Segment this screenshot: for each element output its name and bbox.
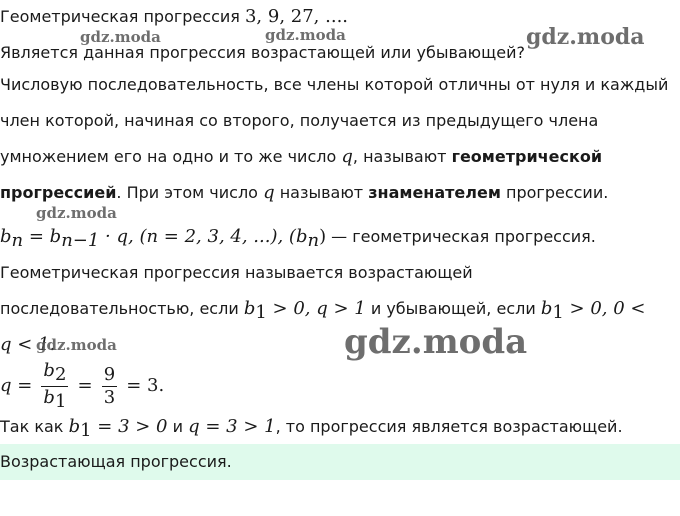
- calc-sub: 1: [54, 391, 67, 412]
- increasing-text: последовательностью, если: [0, 299, 239, 318]
- fraction-9-3: [102, 364, 117, 409]
- answer-box: [0, 444, 680, 480]
- definition-line-4: [0, 182, 608, 204]
- fraction-b2-b1: [41, 360, 68, 413]
- math-b: b: [540, 298, 553, 319]
- conclusion-text: и: [172, 417, 184, 436]
- math-condition: > 0, 0 <: [563, 298, 646, 319]
- calc-b: b: [43, 387, 55, 408]
- calc-q: q =: [0, 375, 33, 396]
- term-progression: прогрессией: [0, 183, 117, 202]
- answer-text: Возрастающая прогрессия.: [0, 452, 232, 471]
- calc-result: = 3.: [126, 375, 165, 396]
- formula-sub: n−1: [61, 230, 100, 251]
- calc-b: b: [43, 360, 55, 381]
- fraction-numerator: [41, 360, 68, 387]
- formula-sub: n: [11, 230, 24, 251]
- watermark: gdz.moda: [344, 322, 528, 362]
- definition-line-1: Числовую последовательность, все члены которой отличны от нуля и каждый: [0, 75, 669, 94]
- title-sequence: 3, 9, 27, ....: [244, 6, 349, 27]
- increasing-line-2: [0, 298, 646, 324]
- formula-eq: =: [23, 226, 50, 247]
- problem-question: Является данная прогрессия возрастающей или убывающей?: [0, 43, 525, 62]
- increasing-text: и убывающей, если: [370, 299, 536, 318]
- fraction-denominator: [41, 387, 68, 413]
- calc-eq: =: [77, 375, 93, 396]
- title-text: Геометрическая прогрессия: [0, 7, 240, 26]
- definition-line-3: [0, 146, 602, 168]
- conclusion-text: , то прогрессия является возрастающей.: [275, 417, 623, 436]
- formula-b: b: [49, 226, 62, 247]
- fraction-denominator: 3: [103, 387, 116, 408]
- formula-sub: n: [307, 230, 320, 251]
- watermark: gdz.moda: [80, 28, 161, 46]
- term-geometric: геометрической: [451, 147, 603, 166]
- math-b: b: [243, 298, 256, 319]
- formula-b: b: [0, 226, 12, 247]
- math-b: b: [68, 416, 81, 437]
- math-q: q: [341, 146, 353, 167]
- math-sub: 1: [552, 302, 564, 323]
- watermark: gdz.moda: [36, 204, 117, 222]
- watermark: gdz.moda: [265, 26, 346, 44]
- definition-text: умножением его на одно и то же число: [0, 147, 337, 166]
- math-sub: 1: [80, 420, 92, 441]
- calc-sub: 2: [54, 364, 67, 385]
- formula-line: [0, 226, 596, 252]
- math-condition: q < 1.: [0, 334, 56, 355]
- watermark: gdz.moda: [526, 24, 645, 50]
- formula-close: ): [319, 226, 327, 247]
- math-condition: q = 3 > 1: [188, 416, 276, 437]
- watermark: gdz.moda: [36, 336, 117, 354]
- definition-text: называют: [279, 183, 364, 202]
- increasing-line-1: Геометрическая прогрессия называется возрастающей: [0, 263, 473, 282]
- term-denominator: знаменателем: [368, 183, 501, 202]
- math-condition: = 3 > 0: [91, 416, 168, 437]
- calculation: [0, 360, 164, 413]
- formula-text: — геометрическая прогрессия.: [326, 227, 596, 246]
- math-sub: 1: [255, 302, 267, 323]
- math-q: q: [263, 182, 275, 203]
- formula-rest: · q, (n = 2, 3, 4, ...), (b: [99, 226, 308, 247]
- conclusion: [0, 416, 623, 442]
- conclusion-text: Так как: [0, 417, 64, 436]
- definition-text: , называют: [352, 147, 447, 166]
- math-condition: > 0, q > 1: [266, 298, 366, 319]
- definition-line-2: член которой, начиная со второго, получается из предыдущего члена: [0, 111, 599, 130]
- problem-title: [0, 6, 348, 28]
- definition-text: прогрессии.: [506, 183, 609, 202]
- definition-text: . При этом число: [116, 183, 258, 202]
- fraction-numerator: 9: [103, 364, 116, 385]
